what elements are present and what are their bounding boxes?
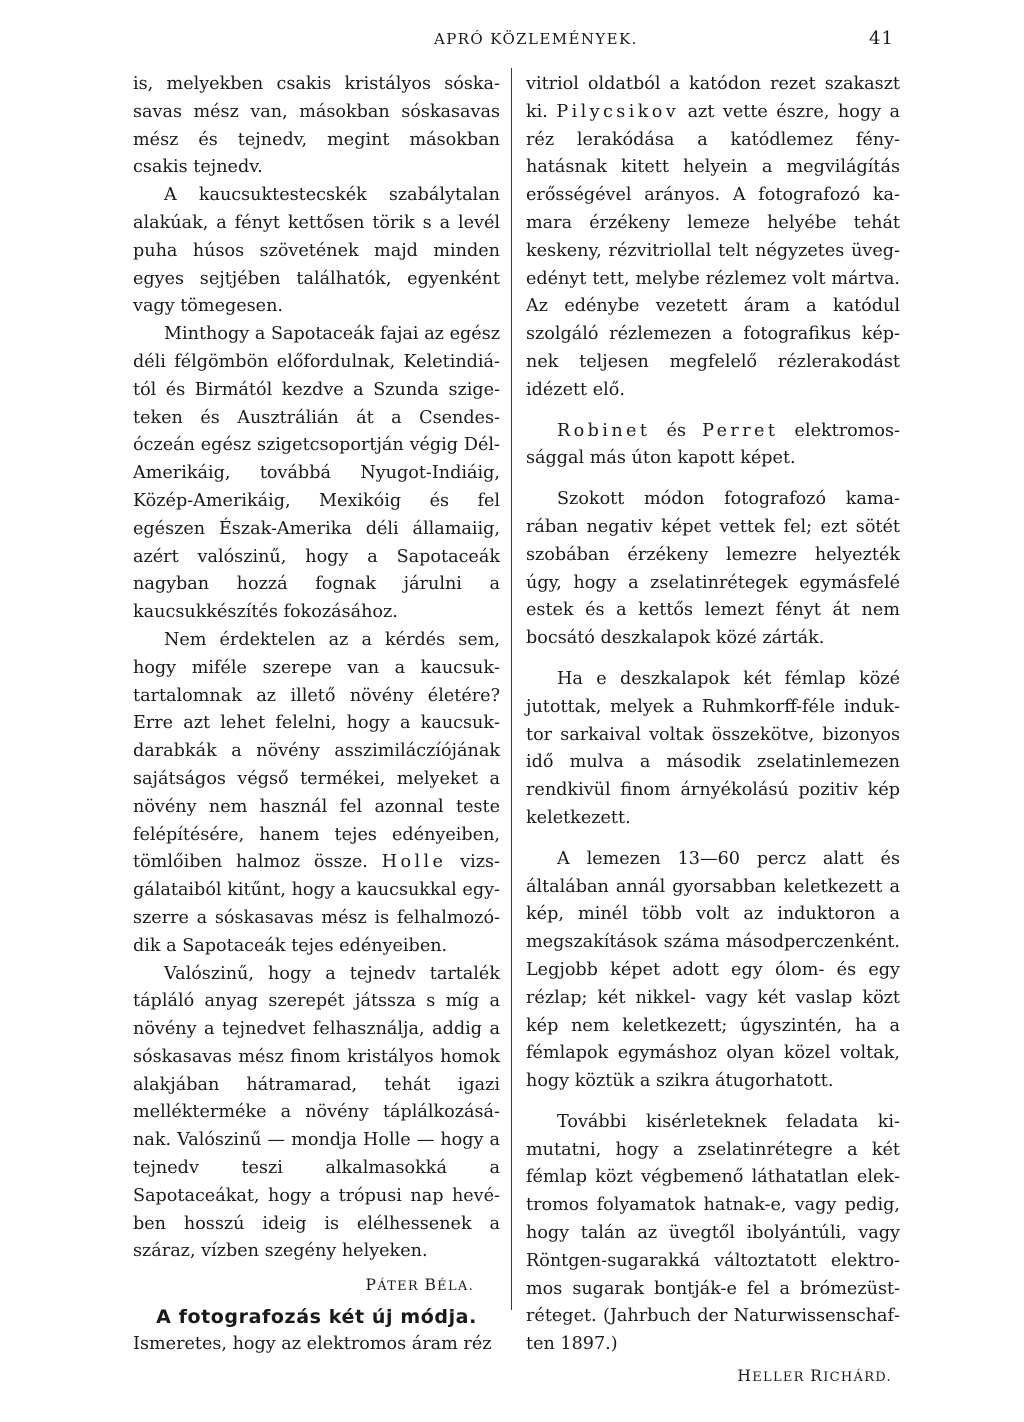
paragraph xyxy=(526,71,900,405)
author-signature xyxy=(526,1365,900,1389)
paragraph xyxy=(133,627,500,961)
signature-initial: P xyxy=(365,1276,378,1295)
signature-text: ELLER xyxy=(752,1370,805,1386)
paragraph xyxy=(526,418,900,474)
signature-text: ICHÁRD. xyxy=(823,1370,892,1386)
paragraph: is, melyekben csakis kristályos sóskasavas mész van, másokban sóskasavas mész és tejnedv, megint másokban csakis tejnedv. xyxy=(133,74,500,178)
paragraph: A lemezen 13—60 percz alatt és általában annál gyorsabban keletkezett a kép, minél több volt az induktoron a megszakítások száma másodperczenként. Legjobb képet adott egy ólom- és egy rézlap; két nikkel- vagy két vaslap közt kép nem keletkezett; úgyszintén, ha a fémlapok egymáshoz olyan közel voltak, hogy köztük a szikra átugorhatott. xyxy=(526,848,900,1092)
paragraph: Minthogy a Sapotaceák fajai az egész déli félgömbön előfordulnak, Keletindiától és Birmától kezdve a Szunda szigeteken és Ausztrálián át a Csendes-óczeán egész szigetcsoportján végig Dél-Amerikáig, továbbá Nyugot-Indiáig, Közép-Amerikáig, Mexikóig és fel egészen Észak-Amerika déli államaiig, azért valószinű, hogy a Sapotaceák nagyban hozzá fognak járulni a kaucsukkészítés fokozásához. xyxy=(133,324,500,623)
signature-text: ÉLA. xyxy=(437,1279,474,1295)
author-name-robinet: Robinet xyxy=(557,420,651,441)
right-column xyxy=(526,71,900,1389)
signature-initial: B xyxy=(424,1276,438,1295)
page-header xyxy=(0,30,1024,54)
running-head: APRÓ KÖZLEMÉNYEK. xyxy=(434,30,638,48)
paragraph: A kaucsuktestecskék szabálytalan alakúak, a fényt kettősen törik s a levél puha húsos szövetének majd minden egyes sejtjében találhatók, egyenként vagy tömegesen. xyxy=(133,185,500,317)
column-divider xyxy=(511,68,512,1310)
section-title: A fotografozás két új módja. xyxy=(156,1306,477,1329)
signature-initial: H xyxy=(737,1367,753,1386)
text-run: Nem érdektelen az a kérdés sem, hogy miféle szerepe van a kaucsuktartalomnak az illető növény életére? Erre azt lehet felelni, hogy a kaucsukdarabkák a növény asszimiláczíójának sajátságos végső termékei, melyeket a növény nem használ fel azonnal teste felépítésére, hanem tejes edényeiben, tömlőiben halmoz össze. xyxy=(133,629,500,873)
text-run: vizsgálataiból kitűnt, hogy a kaucsukkal egyszerre a sóskasavas mész is felhalmozódik a Sapotaceák tejes edényeiben. xyxy=(133,852,500,956)
left-column xyxy=(133,71,500,1359)
author-name-perret: Perret xyxy=(702,420,779,441)
author-name-holle: Holle xyxy=(381,852,447,873)
signature-text: ÁTER xyxy=(377,1279,420,1295)
text-run: vitriol oldatból a katódon rezet szakaszt ki. xyxy=(526,74,900,122)
author-name-pilycsikov: Pilycsikov xyxy=(556,101,680,122)
text-run: azt vette észre, hogy a réz lerakódása a katódlemez fényhatásnak kitett helyein a megvilágítás erősségével arányos. A fotografozó kamara érzékeny lemeze helyébe tehát keskeny, rézvitriollal telt négyzetes üvegedényt tett, melybe rézlemez volt mártva. Az edénybe vezetett áram a katódul szolgáló rézlemezen a fotografikus képnek teljesen megfelelő rézlerakodást idézett elő. xyxy=(526,101,900,400)
paragraph: Valószinű, hogy a tejnedv tartalék tápláló anyag szerepét játssza s míg a növény a tejnedvet felhasználja, addig a sóskasavas mész finom kristályos homok alakjában hátramarad, tehát igazi mellékterméke a növény táplálkozásának. Valószinű — mondja Holle — hogy a tejnedv teszi alkalmasokká a Sapotaceákat, hogy a trópusi nap hevében hosszú ideig is elélhessenek a száraz, vízben szegény helyeken. xyxy=(133,963,500,1262)
paragraph: Ha e deszkalapok két fémlap közé jutottak, melyek a Ruhmkorff-féle induktor sarkaival voltak összekötve, bizonyos idő mulva a második zselatinlemezen rendkivül finom árnyékolású pozitiv kép keletkezett. xyxy=(526,668,900,828)
signature-initial: R xyxy=(810,1367,824,1386)
paragraph: Szokott módon fotografozó kamarában negativ képet vettek fel; ezt sötét szobában érzékeny lemezre helyezték úgy, hogy a zselatinrétegek egymásfelé estek és a kettős lemezt fényt át nem bocsátó deszkalapok közé zárták. xyxy=(526,489,900,649)
page-number: 41 xyxy=(869,28,894,49)
paragraph: További kisérleteknek feladata kimutatni, hogy a zselatinrétegre a két fémlap közt végbemenő láthatatlan elektromos folyamatok hatnak-e, vagy pedig, hogy talán az üvegtől ibolyántúli, vagy Röntgen-sugarakká változtatott elektromos sugarak bontják-e fel a brómezüstréteget. (Jahrbuch der Naturwissenschaften 1897.) xyxy=(526,1111,900,1355)
text-run: elektromossággal más úton kapott képet. xyxy=(526,420,900,469)
text-run: és xyxy=(650,420,703,441)
paragraph: Ismeretes, hogy az elektromos áram réz xyxy=(133,1334,492,1355)
author-signature xyxy=(133,1274,500,1298)
